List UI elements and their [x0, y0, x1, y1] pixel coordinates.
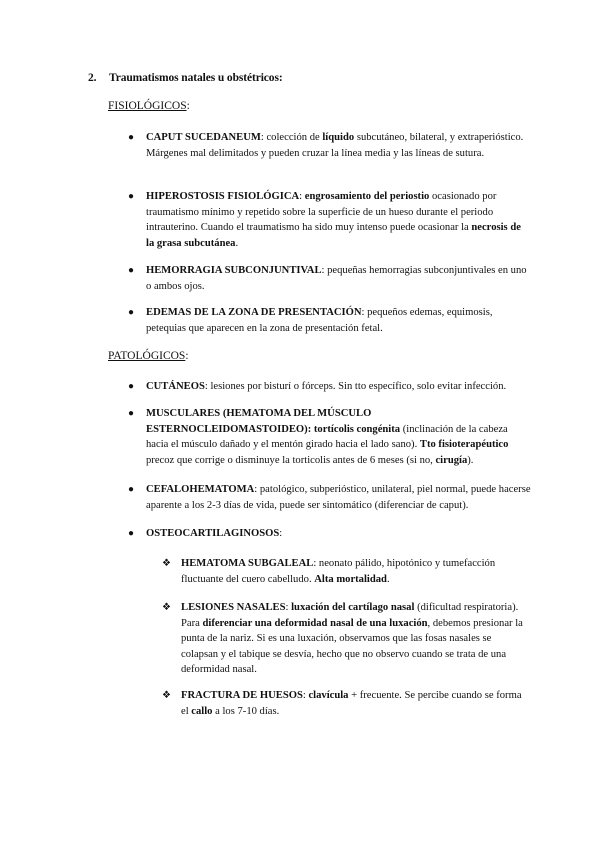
- patologicos-label: [108, 350, 189, 362]
- subitem-lesiones-nasales: [162, 600, 531, 678]
- item-title: HEMORRAGIA SUBCONJUNTIVAL: [146, 265, 322, 276]
- item-text: a los 7-10 días.: [212, 705, 280, 717]
- list-item-caput: [128, 130, 531, 161]
- bullet-icon: ●: [128, 484, 135, 495]
- list-item-osteocartilaginosos: [128, 526, 531, 542]
- item-text: , debemos presionar la punta de la nariz. Si es una luxación, observamos que las fosas nasales se colapsan y el tabique se desvía, hecho que no observo cuando se trata de una deformidad nasal.: [181, 617, 523, 675]
- item-text: ).: [467, 454, 474, 466]
- item-text: ocasionado por traumatismo mínimo y repetido sobre la superficie de un hueso durante el periodo intrauterino. Cuando el traumatismo ha sido muy intenso puede ocasionar la: [146, 191, 497, 233]
- item-title: HIPEROSTOSIS FISIOLÓGICA: [146, 191, 300, 202]
- diamond-bullet-icon: ❖: [162, 690, 171, 701]
- item-bold: callo: [191, 705, 213, 717]
- item-text: (dificultad respiratoria). Para: [181, 602, 519, 629]
- item-text: : colección de: [260, 132, 323, 143]
- item-text: (inclinación de la cabeza hacia el músculo dañado y el mentón girado hacia el lado sano).: [146, 423, 508, 450]
- fisiologicos-label: [108, 100, 190, 112]
- item-text: : patológico, subperióstico, unilateral, piel normal, puede hacerse aparente a los 2-3 días de vida, puede ser sintomático (diferenciar de caput).: [146, 484, 531, 511]
- bullet-icon: ●: [128, 528, 135, 539]
- patologicos-colon: :: [185, 350, 189, 362]
- bullet-icon: ●: [128, 408, 135, 419]
- diamond-bullet-icon: ❖: [162, 558, 171, 569]
- bullet-icon: ●: [128, 265, 135, 276]
- list-item-hiperostosis: [128, 189, 531, 251]
- fisiologicos-colon: :: [186, 100, 190, 112]
- item-text: :: [279, 528, 283, 539]
- item-text: :: [299, 191, 305, 202]
- item-text: : pequeños edemas, equimosis, petequias que aparecen en la zona de presentación fetal.: [146, 307, 493, 334]
- list-item-musculares: [128, 406, 531, 468]
- list-item-hemorragia: [128, 263, 531, 294]
- subitem-fractura-huesos: [162, 688, 531, 719]
- item-text: precoz que corrige o disminuye la torticolis antes de 6 meses (si no,: [146, 454, 436, 466]
- item-bold: necrosis de la grasa subcutánea: [146, 222, 521, 249]
- item-title: EDEMAS DE LA ZONA DE PRESENTACIÓN: [146, 307, 362, 318]
- item-text: .: [235, 237, 239, 249]
- subitem-title: FRACTURA DE HUESOS: [181, 690, 303, 701]
- diamond-bullet-icon: ❖: [162, 602, 171, 613]
- subitem-hematoma-subgaleal: [162, 556, 531, 587]
- list-item-cutaneos: [128, 379, 531, 395]
- item-bold: engrosamiento del periostio: [304, 191, 430, 202]
- item-text: : pequeñas hemorragias subconjuntivales en uno o ambos ojos.: [146, 265, 527, 292]
- item-text: : neonato pálido, hipotónico y tumefacción fluctuante del cuero cabelludo.: [181, 558, 496, 585]
- item-bold: Alta mortalidad: [314, 573, 387, 585]
- bullet-icon: ●: [128, 381, 135, 392]
- item-title: CUTÁNEOS: [146, 381, 205, 392]
- subitem-title: LESIONES NASALES: [181, 602, 286, 613]
- bullet-icon: ●: [128, 191, 135, 202]
- item-text: subcutáneo, bilateral, y extraperióstico. Márgenes mal delimitados y pueden cruzar la línea media y las líneas de sutura.: [146, 132, 524, 159]
- item-bold: tortícolis congénita: [313, 423, 401, 435]
- item-bold: cirugía: [435, 454, 468, 466]
- item-title: CEFALOHEMATOMA: [146, 484, 255, 495]
- list-item-cefalohematoma: [128, 482, 531, 513]
- item-text: :: [285, 602, 292, 613]
- item-bold: Tto fisioterapéutico: [419, 439, 509, 450]
- list-item-edemas: [128, 305, 531, 336]
- bullet-icon: ●: [128, 307, 135, 318]
- item-bold: diferenciar una deformidad nasal de una luxación: [202, 617, 428, 629]
- section-title: Traumatismos natales u obstétricos:: [109, 72, 283, 84]
- item-bold: luxación del cartílago nasal: [291, 602, 415, 613]
- item-title: CAPUT SUCEDANEUM: [146, 132, 261, 143]
- item-bold: clavícula: [308, 690, 349, 701]
- bullet-icon: ●: [128, 132, 135, 143]
- section-number: 2.: [88, 72, 97, 84]
- subitem-title: HEMATOMA SUBGALEAL: [181, 558, 314, 569]
- item-text: :: [302, 690, 309, 701]
- item-title: OSTEOCARTILAGINOSOS: [146, 528, 280, 539]
- patologicos-label-text: PATOLÓGICOS: [108, 350, 186, 362]
- item-title: MUSCULARES (HEMATOMA DEL MÚSCULO ESTERNOCLEIDOMASTOIDEO):: [146, 408, 372, 435]
- item-text: : lesiones por bisturí o fórceps. Sin tto específico, solo evitar infección.: [204, 381, 507, 392]
- item-text: + frecuente. Se percibe cuando se forma el: [181, 690, 522, 717]
- fisiologicos-label-text: FISIOLÓGICOS: [108, 100, 187, 112]
- item-text: .: [386, 573, 390, 585]
- section-heading: [88, 72, 283, 84]
- item-bold: líquido: [322, 132, 355, 143]
